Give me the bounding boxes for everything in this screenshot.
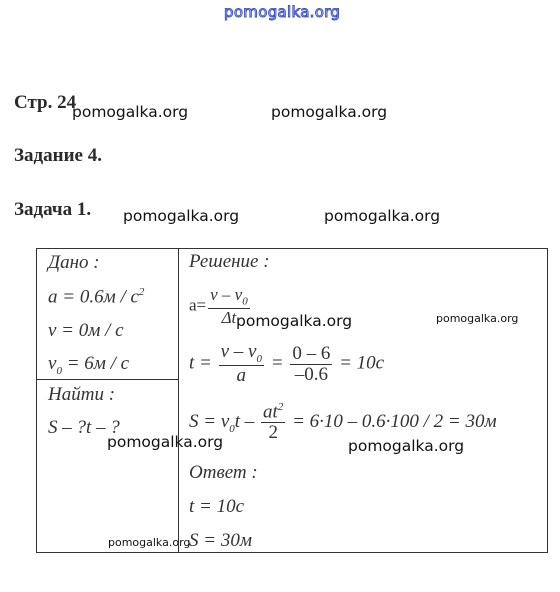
acceleration-formula: a= $\frac{v - v_0}{\Delta t}$ [189,285,248,327]
answer-distance: S = 30м [189,530,252,551]
problem-heading: Задача 1. [14,199,92,220]
distance-formula: $S = v_0t$ – $\frac{at^2}{2}$ = 6·10 – 0.6·100 / 2 = 30м [189,401,497,444]
given-velocity: v = 0м / с [48,320,124,341]
find-query: S – ?t – ? [48,417,120,438]
watermark: pomogalka.org [72,103,189,121]
watermark: pomogalka.org [271,103,388,121]
watermark-small: pomogalka.org [436,312,519,325]
watermark-small: pomogalka.org [108,536,191,549]
given-acceleration: $a = 0.6м / с^2$ [48,286,145,308]
watermark: pomogalka.org [236,312,353,330]
watermark: pomogalka.org [348,437,465,455]
given-initial-velocity: $v_0 = 6м / с$ [48,353,130,377]
answer-title: Ответ : [189,462,258,483]
solution-title: Решение : [189,251,270,272]
page-heading: Стр. 24 [14,92,77,113]
given-title: Дано : [48,252,100,273]
watermark: pomogalka.org [324,207,441,225]
watermark: pomogalka.org [107,433,224,451]
top-watermark: pomogalka.org [224,3,341,21]
watermark: pomogalka.org [123,207,240,225]
answer-time: t = 10с [189,496,245,517]
time-formula: t = $\frac{v - v_0}{a}$ = $\frac{0 - 6}{-0.6}$ = 10с [189,341,385,387]
task-heading: Задание 4. [14,145,102,166]
find-title: Найти : [48,384,116,405]
